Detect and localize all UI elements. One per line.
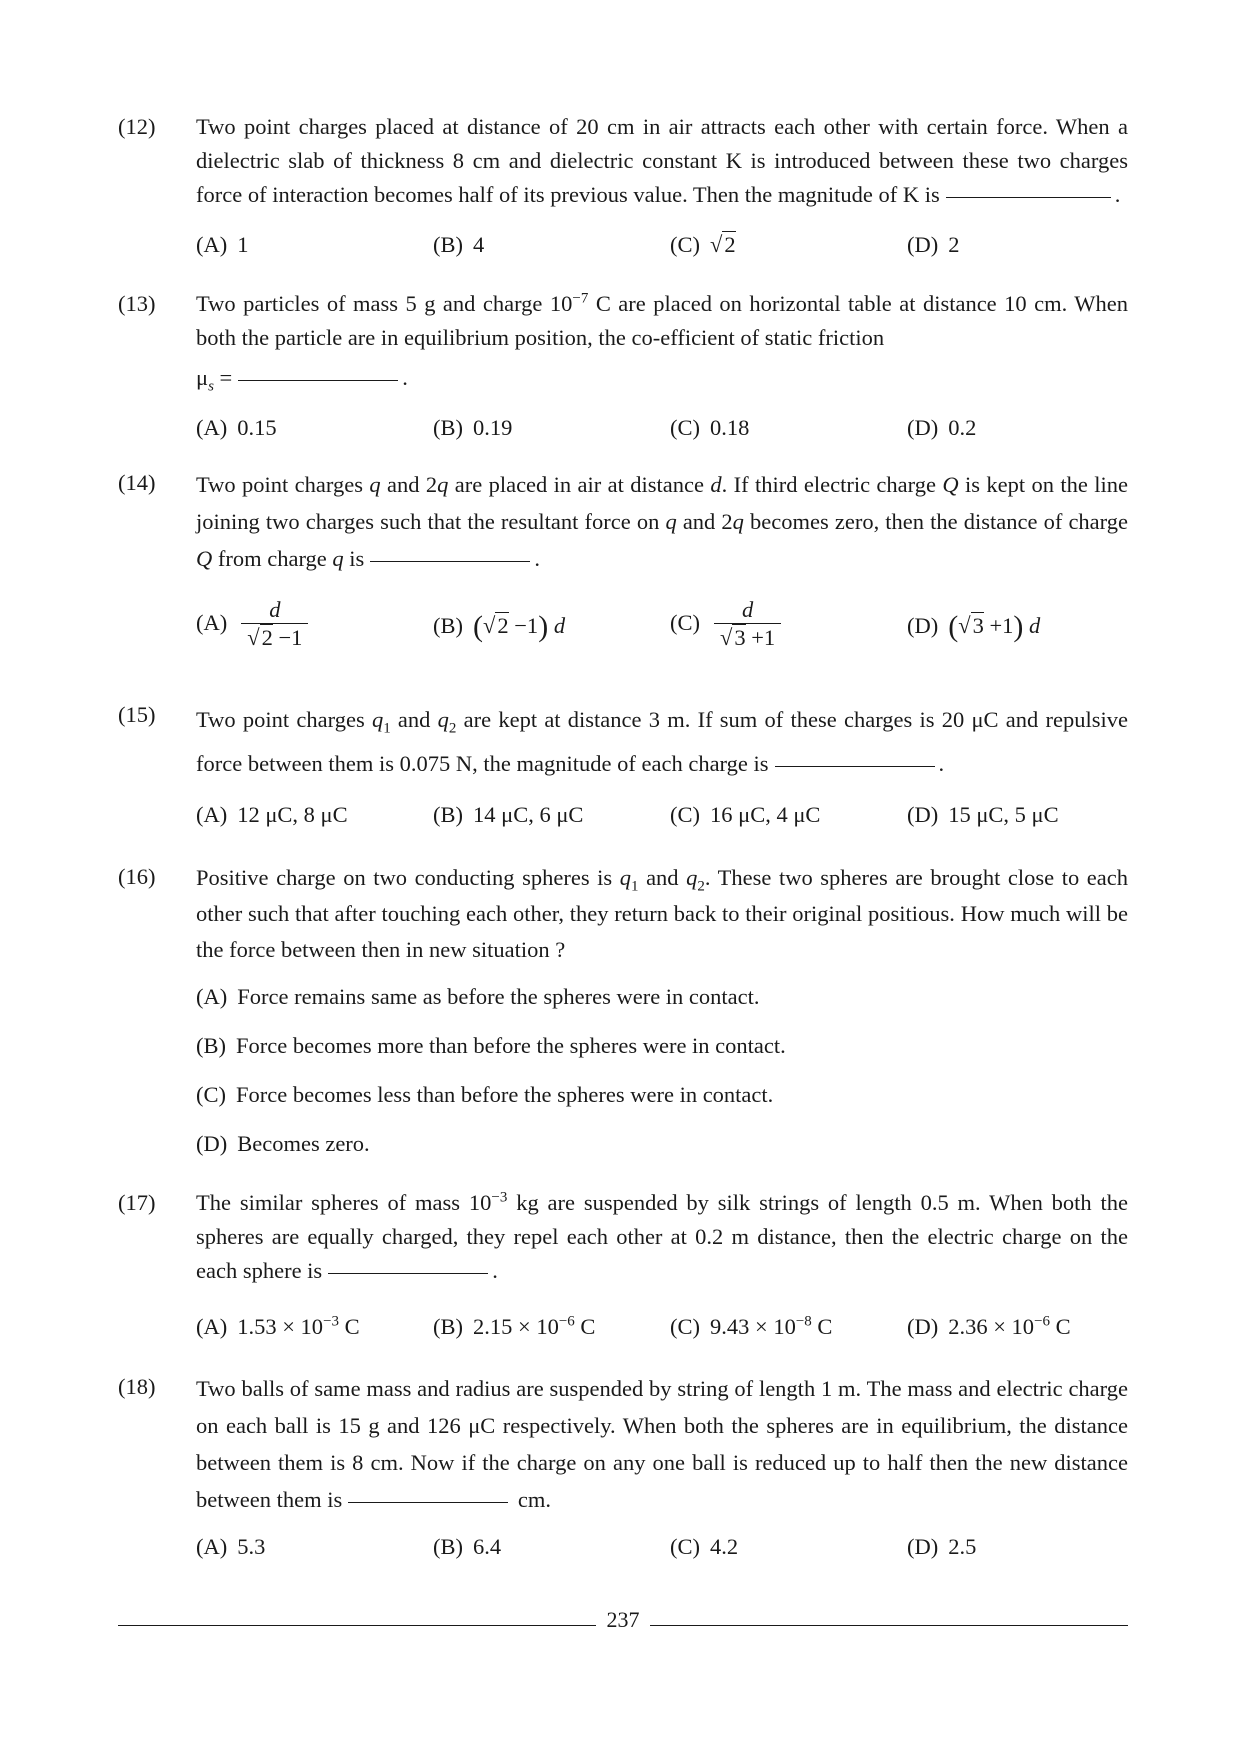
question-text: Two point charges placed at distance of 20 cm in air attracts each other with certain force. When a dielectric slab of thickness 8 cm and dielectric constant K is introduced between these two charges force of interaction becomes half of its previous value. Then the magnitude of K is . (196, 114, 1128, 207)
option-c: (C) 0.18 (670, 415, 750, 440)
option-b: (B) 14 μC, 6 μC (433, 802, 584, 827)
sqrt-symbol: √ (710, 232, 723, 257)
option-a: (A) $1.53 \times 10^{-3}$ C (196, 1313, 360, 1339)
options (196, 411, 1128, 451)
question-number: (16) (118, 864, 156, 889)
question-text: The similar spheres of mass $10^{-3}$ kg are suspended by silk strings of length 0.5 m. When both the spheres are equally charged, they repel each other at 0.2 m distance, then the electric charge on the each sphere is . (196, 1189, 1128, 1283)
question-15 (118, 698, 1128, 838)
options (196, 597, 1128, 663)
question-number: (17) (118, 1190, 156, 1215)
options (196, 1530, 1128, 1570)
answer-blank (238, 380, 398, 381)
question-text: Two point charges $q_1$ and $q_2$ are kept at distance 3 m. If sum of these charges is 20 μC and repulsive force between them is 0.075 N, the magnitude of each charge is . (196, 707, 1128, 776)
option-d: (D) Becomes zero. (196, 1131, 370, 1156)
question-number: (18) (118, 1374, 156, 1399)
question-16 (118, 860, 1128, 1176)
footer-rule-right (650, 1625, 1128, 1626)
option-b: (B) Force becomes more than before the spheres were in contact. (196, 1033, 786, 1058)
option-a: (A) $\frac{d}{√2 -1}$ (196, 597, 308, 652)
options (196, 228, 1128, 268)
option-d: (D) $2.36 \times 10^{-6}$ C (907, 1313, 1071, 1339)
options (196, 1310, 1128, 1350)
question-text: Positive charge on two conducting spheres is $q_1$ and $q_2$. These two spheres are brought close to each other such that after touching each other, they return back to their original positious. How much will be the force between then in new situation ? (196, 865, 1128, 962)
option-c: (C) √2 (670, 232, 736, 257)
option-a: (A) 0.15 (196, 415, 277, 440)
answer-blank (328, 1273, 488, 1274)
question-13 (118, 287, 1128, 451)
option-c: (C) $\frac{d}{√3 +1}$ (670, 597, 781, 652)
option-b: (B) (√2 −1) d (433, 610, 566, 643)
option-c: (C) 16 μC, 4 μC (670, 802, 821, 827)
option-a: (A) 1 (196, 232, 249, 257)
option-d: (D) 2 (907, 232, 960, 257)
question-number: (12) (118, 114, 156, 139)
option-a: (A) Force remains same as before the spheres were in contact. (196, 984, 760, 1009)
fraction: $\frac{d}{√3 +1}$ (714, 597, 781, 652)
option-b: (B) 6.4 (433, 1534, 502, 1559)
question-text: Two balls of same mass and radius are suspended by string of length 1 m. The mass and electric charge on each ball is 15 g and 126 μC respectively. When both the spheres are in equilibrium, the distance between them is 8 cm. Now if the charge on any one ball is reduced up to half then the new distance between them is cm. (196, 1376, 1128, 1512)
fraction: $\frac{d}{√2 -1}$ (241, 597, 308, 652)
question-12 (118, 110, 1128, 268)
question-14 (118, 466, 1128, 663)
option-d: (D) (√3 +1) d (907, 610, 1041, 643)
question-number: (13) (118, 291, 156, 316)
option-a: (A) 5.3 (196, 1534, 266, 1559)
option-c: (C) Force becomes less than before the spheres were in contact. (196, 1082, 774, 1107)
option-d: (D) 15 μC, 5 μC (907, 802, 1059, 827)
option-b: (B) 4 (433, 232, 485, 257)
options (196, 798, 1128, 838)
question-number: (14) (118, 470, 156, 495)
answer-blank (370, 561, 530, 562)
option-c: (C) 4.2 (670, 1534, 739, 1559)
option-a: (A) 12 μC, 8 μC (196, 802, 348, 827)
question-text: Two particles of mass 5 g and charge $10^{-7}$ C are placed on horizontal table at distance 10 cm. When both the particle are in equilibrium position, the co-efficient of static friction $\mu_s$ = . (196, 290, 1128, 395)
answer-blank (348, 1502, 508, 1503)
question-18 (118, 1370, 1128, 1570)
option-d: (D) 0.2 (907, 415, 977, 440)
page-number: 237 (606, 1607, 640, 1632)
question-number: (15) (118, 702, 156, 727)
answer-blank (775, 766, 935, 767)
answer-blank (946, 197, 1111, 198)
options (196, 980, 1128, 1176)
option-c: (C) $9.43 \times 10^{-8}$ C (670, 1313, 833, 1339)
option-b: (B) 0.19 (433, 415, 513, 440)
question-17 (118, 1186, 1128, 1350)
option-b: (B) $2.15 \times 10^{-6}$ C (433, 1313, 596, 1339)
page-footer (118, 1605, 1128, 1645)
question-text: Two point charges q and 2q are placed in air at distance d. If third electric charge Q is kept on the line joining two charges such that the resultant force on q and 2q becomes zero, then the distance of charge Q from charge q is . (196, 472, 1128, 571)
option-d: (D) 2.5 (907, 1534, 977, 1559)
